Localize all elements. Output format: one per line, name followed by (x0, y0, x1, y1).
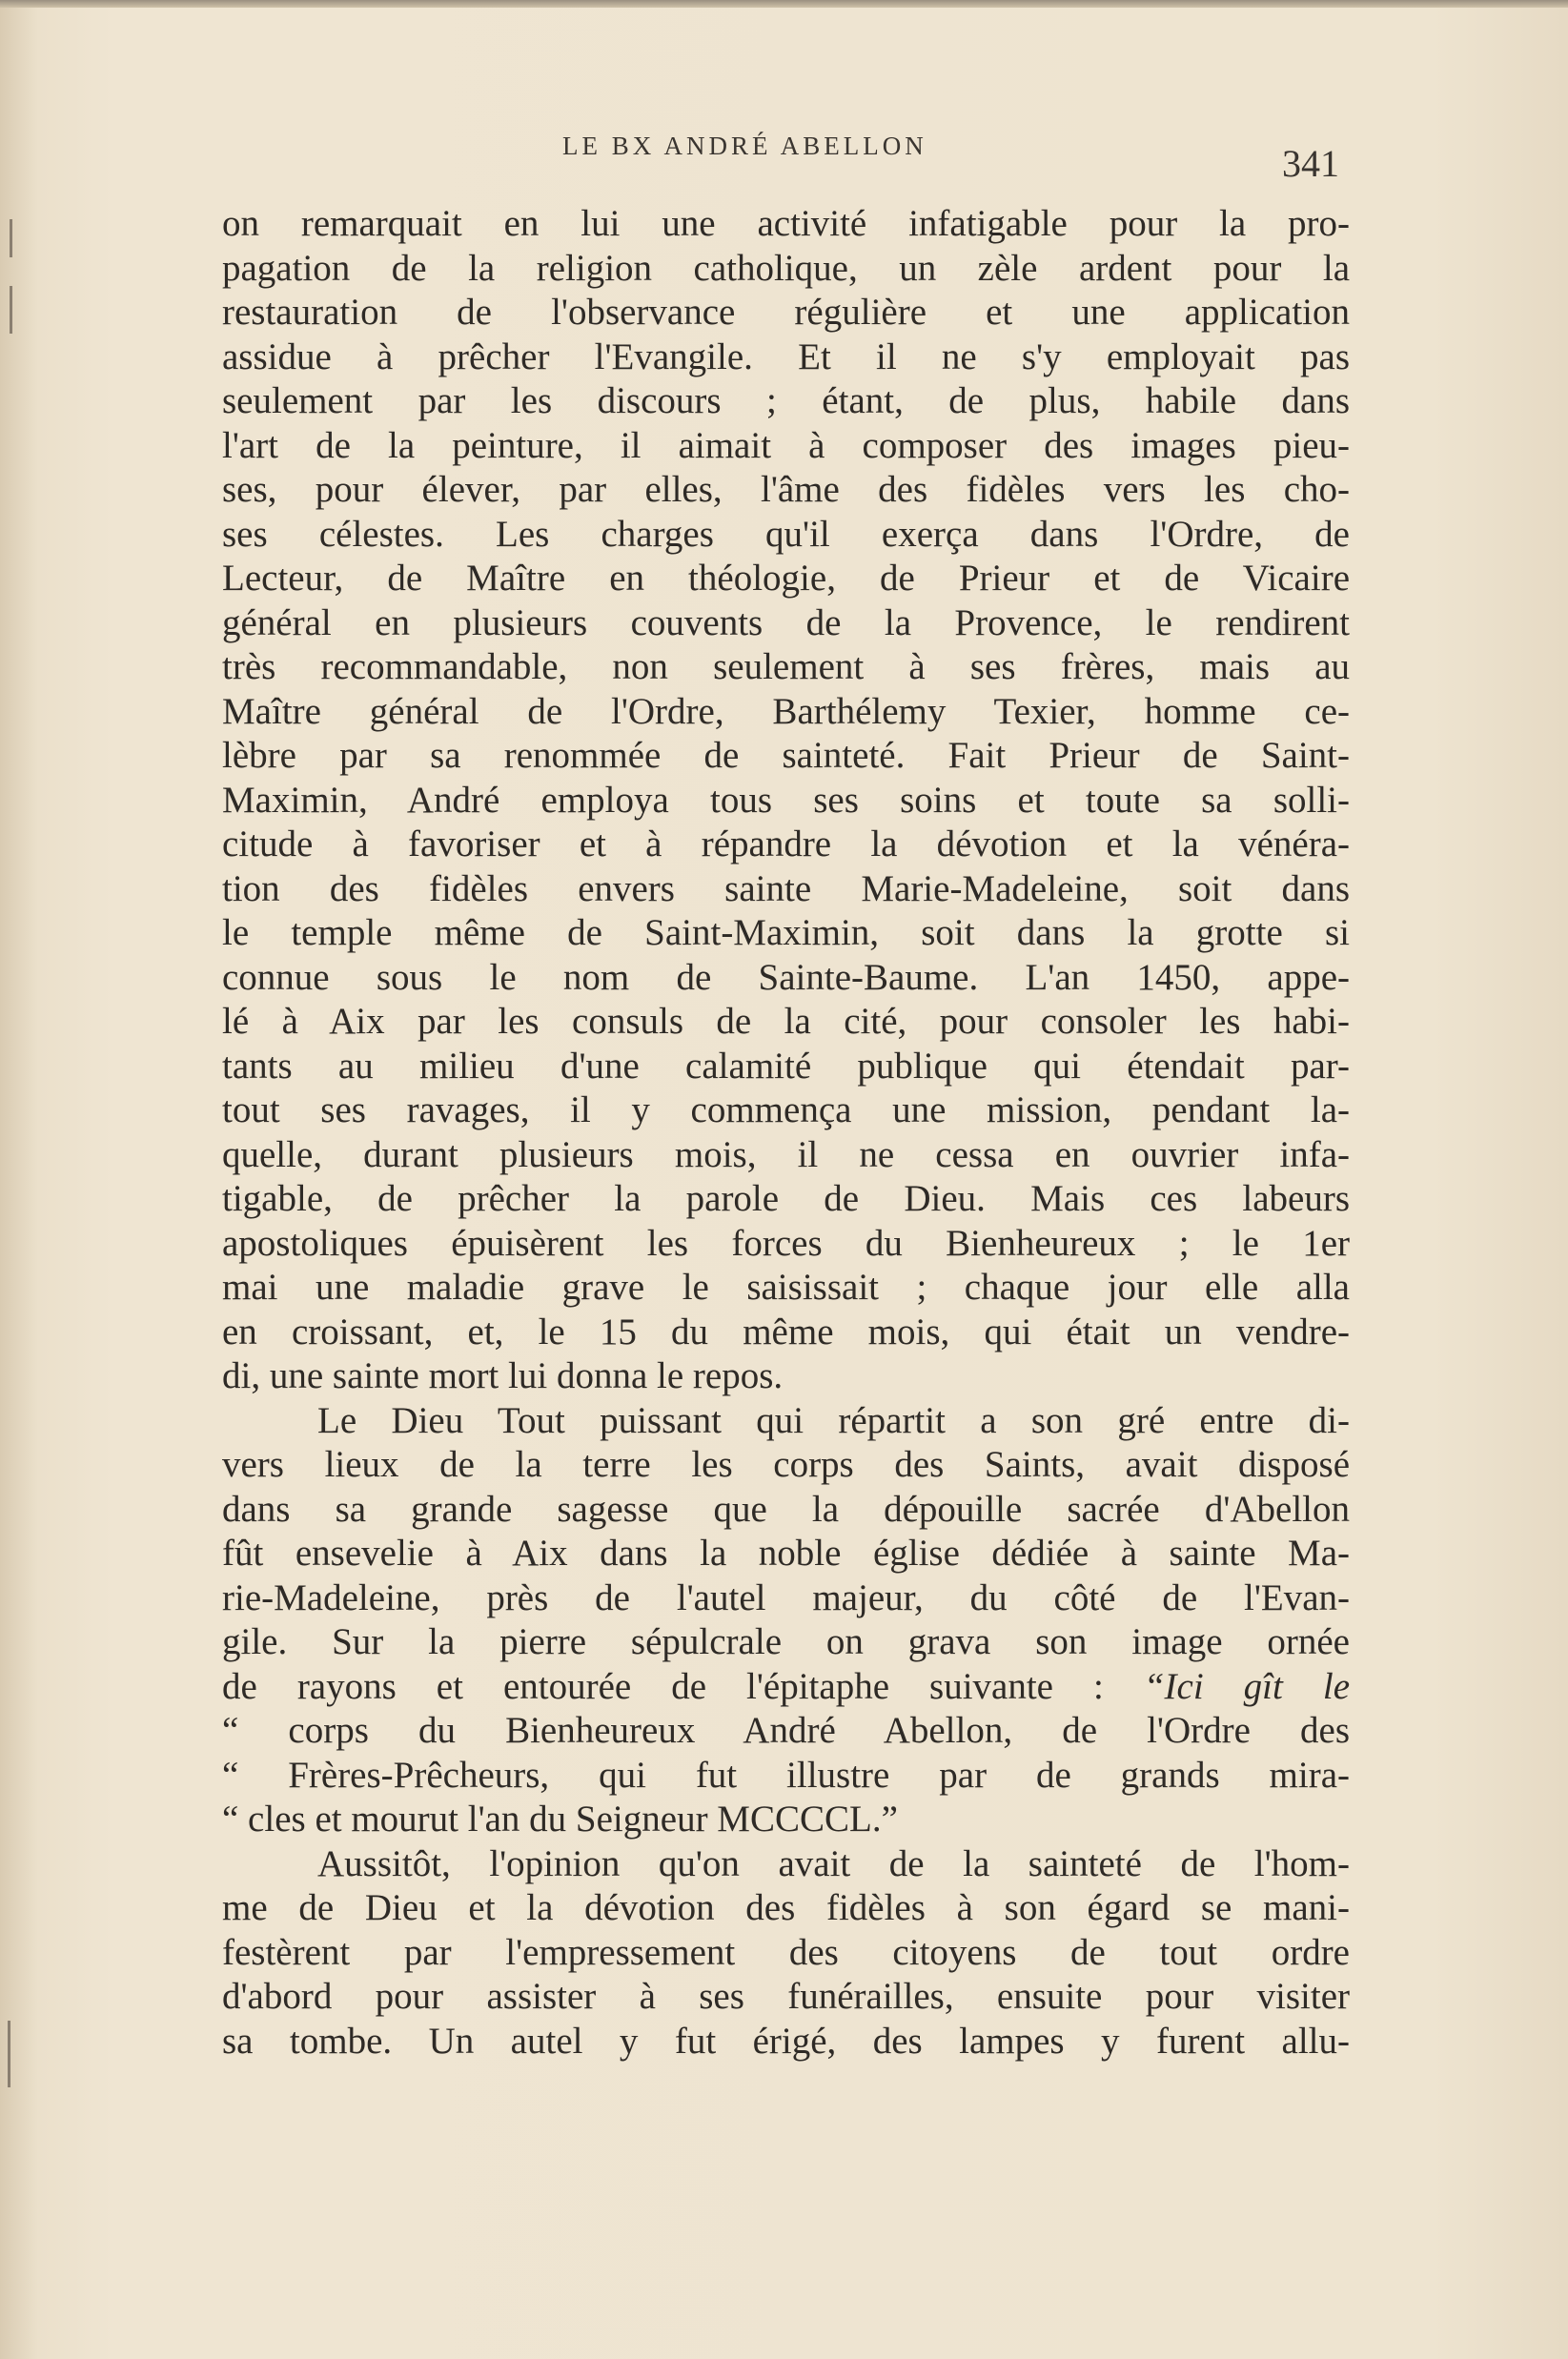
text-line: général en plusieurs couvents de la Provence, le rendirent (222, 601, 1350, 643)
margin-mark (10, 219, 12, 257)
text-line: on remarquait en lui une activité infatigable pour la pro- (222, 203, 1350, 244)
body-text (222, 202, 1350, 2064)
text-line: pagation de la religion catholique, un zèle ardent pour la (222, 247, 1350, 289)
text-line: fût ensevelie à Aix dans la noble église dédiée à sainte Ma- (222, 1533, 1350, 1574)
epitaph-intro: de rayons et entourée de l'épitaphe suivante : (222, 1665, 1104, 1707)
text-line: quelle, durant plusieurs mois, il ne cessa en ouvrier infa- (222, 1133, 1350, 1175)
text-line: me de Dieu et la dévotion des fidèles à son égard se mani- (222, 1887, 1350, 1928)
text-line: lé à Aix par les consuls de la cité, pour consoler les habi- (222, 1001, 1350, 1042)
page-top-edge (0, 0, 1568, 8)
text-line: très recommandable, non seulement à ses frères, mais au (222, 646, 1350, 687)
text-line: seulement par les discours ; étant, de plus, habile dans (222, 380, 1350, 421)
text-line: tants au milieu d'une calamité publique qui étendait par- (222, 1045, 1350, 1087)
text-line: tout ses ravages, il y commença une mission, pendant la- (222, 1089, 1350, 1130)
text-line: citude à favoriser et à répandre la dévotion et la vénéra- (222, 824, 1350, 864)
epitaph-line: “ corps du Bienheureux André Abellon, de l'Ordre des (222, 1710, 1350, 1751)
text-line: vers lieux de la terre les corps des Saints, avait disposé (222, 1444, 1350, 1485)
text-line: Maximin, André employa tous ses soins et toute sa solli- (222, 779, 1350, 821)
text-line: lèbre par sa renommée de sainteté. Fait Prieur de Saint- (222, 735, 1350, 776)
text-line: Maître général de l'Ordre, Barthélemy Texier, homme ce- (222, 690, 1350, 732)
text-line: Lecteur, de Maître en théologie, de Prieur et de Vicaire (222, 558, 1350, 599)
margin-mark (8, 2021, 10, 2087)
text-line: ses célestes. Les charges qu'il exerça dans l'Ordre, de (222, 513, 1350, 555)
text-line: mai une maladie grave le saisissait ; chaque jour elle alla (222, 1267, 1350, 1308)
text-line: dans sa grande sagesse que la dépouille sacrée d'Abellon (222, 1488, 1350, 1530)
text-line: apostoliques épuisèrent les forces du Bienheureux ; le 1er (222, 1222, 1350, 1264)
epitaph-line: “ Frères-Prêcheurs, qui fut illustre par de grands mira- (222, 1754, 1350, 1796)
text-line (222, 1665, 1350, 1710)
text-line: en croissant, et, le 15 du même mois, qui était un vendre- (222, 1311, 1350, 1352)
text-line: Le Dieu Tout puissant qui répartit a son gré entre di- (317, 1399, 1350, 1441)
epitaph-open: “Ici gît le (1143, 1665, 1351, 1707)
text-line: rie-Madeleine, près de l'autel majeur, du côté de l'Evan- (222, 1576, 1350, 1618)
text-line: festèrent par l'empressement des citoyens de tout ordre (222, 1931, 1350, 1973)
text-line: connue sous le nom de Sainte-Baume. L'an 1450, appe- (222, 956, 1350, 998)
text-line: restauration de l'observance régulière et une application (222, 292, 1350, 333)
page-number: 341 (1282, 142, 1339, 185)
text-line: d'abord pour assister à ses funérailles, ensuite pour visiter (222, 1976, 1350, 2017)
epitaph-line: “ cles et mourut l'an du Seigneur MCCCCL.” (222, 1799, 898, 1840)
text-line: assidue à prêcher l'Evangile. Et il ne s'y employait pas (222, 336, 1350, 377)
text-line: sa tombe. Un autel y fut érigé, des lampes y furent allu- (222, 2020, 1350, 2062)
text-line: gile. Sur la pierre sépulcrale on grava son image ornée (222, 1621, 1350, 1662)
margin-mark (10, 286, 12, 334)
text-line: le temple même de Saint-Maximin, soit dans la grotte si (222, 912, 1350, 953)
running-header: LE BX ANDRÉ ABELLON (562, 132, 927, 160)
text-line: l'art de la peinture, il aimait à composer des images pieu- (222, 424, 1350, 466)
text-line: tion des fidèles envers sainte Marie-Madeleine, soit dans (222, 867, 1350, 909)
text-line: di, une sainte mort lui donna le repos. (222, 1355, 784, 1396)
text-line: Aussitôt, l'opinion qu'on avait de la sainteté de l'hom- (317, 1842, 1350, 1884)
text-line: tigable, de prêcher la parole de Dieu. Mais ces labeurs (222, 1178, 1350, 1219)
text-line: ses, pour élever, par elles, l'âme des fidèles vers les cho- (222, 469, 1350, 510)
